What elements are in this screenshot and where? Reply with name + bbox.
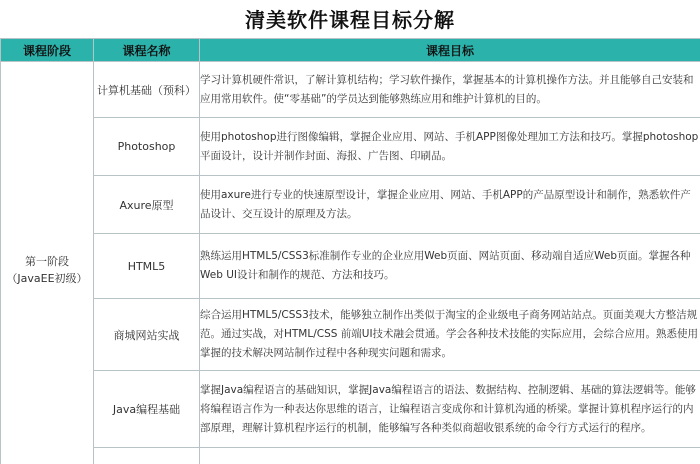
course-name: 商城网站实战 [94, 299, 200, 371]
course-name: 计算机基础（预科） [94, 62, 200, 118]
course-goal: 学习计算机硬件常识，了解计算机结构；学习软件操作，掌握基本的计算机操作方法。并且能够自己安装和应用常用软件。使“零基础”的学员达到能够熟练应用和维护计算机的目的。 [200, 62, 700, 118]
course-goal: 使用photoshop进行图像编辑，掌握企业应用、网站、手机APP图像处理加工方法和技巧。掌握photoshop平面设计，设计并制作封面、海报、广告图、印刷品。 [200, 118, 700, 176]
course-goal: 掌握Java编程语言的基础知识，掌握Java编程语言的语法、数据结构、控制逻辑、基础的算法逻辑等。能够将编程语言作为一种表达你思维的语言，让编程语言变成你和计算机沟通的桥梁。掌握计算机程序运行的内部原理，理解计算机程序运行的机制，能够编写各种类似商超收银系统的命令行方式运行的程序。 [200, 371, 700, 448]
course-goal: 使用axure进行专业的快速原型设计，掌握企业应用、网站、手机APP的产品原型设计和制作，熟悉软件产品设计、交互设计的原理及方法。 [200, 176, 700, 234]
table-row [1, 234, 700, 299]
course-name [94, 448, 200, 464]
stage-cell [1, 62, 94, 464]
page-title: 清美软件课程目标分解 [0, 0, 700, 39]
table-row [1, 448, 700, 464]
header-stage: 课程阶段 [1, 39, 94, 62]
course-name: Axure原型 [94, 176, 200, 234]
table-row [1, 118, 700, 176]
stage-level: （JavaEE初级） [6, 271, 88, 285]
course-goal-table [0, 38, 700, 464]
course-goal: 综合运用HTML5/CSS3技术，能够独立制作出类似于淘宝的企业级电子商务网站站点。页面美观大方整洁规范。通过实战，对HTML/CSS 前端UI技术融会贯通。学会各种技术技能的实际应用，会综合应用。熟悉使用掌握的技术解决网站制作过程中各种现实问题和需求。 [200, 299, 700, 371]
course-name: HTML5 [94, 234, 200, 299]
header-course: 课程名称 [94, 39, 200, 62]
table-row [1, 176, 700, 234]
table-row [1, 299, 700, 371]
table-row [1, 62, 700, 118]
course-goal [200, 448, 700, 464]
course-name: Photoshop [94, 118, 200, 176]
course-name: Java编程基础 [94, 371, 200, 448]
stage-name: 第一阶段 [25, 254, 69, 268]
header-goal: 课程目标 [200, 39, 700, 62]
table-row [1, 371, 700, 448]
course-goal: 熟练运用HTML5/CSS3标准制作专业的企业应用Web页面、网站页面、移动端自适应Web页面。掌握各种Web UI设计和制作的规范、方法和技巧。 [200, 234, 700, 299]
table-header-row [1, 39, 700, 62]
